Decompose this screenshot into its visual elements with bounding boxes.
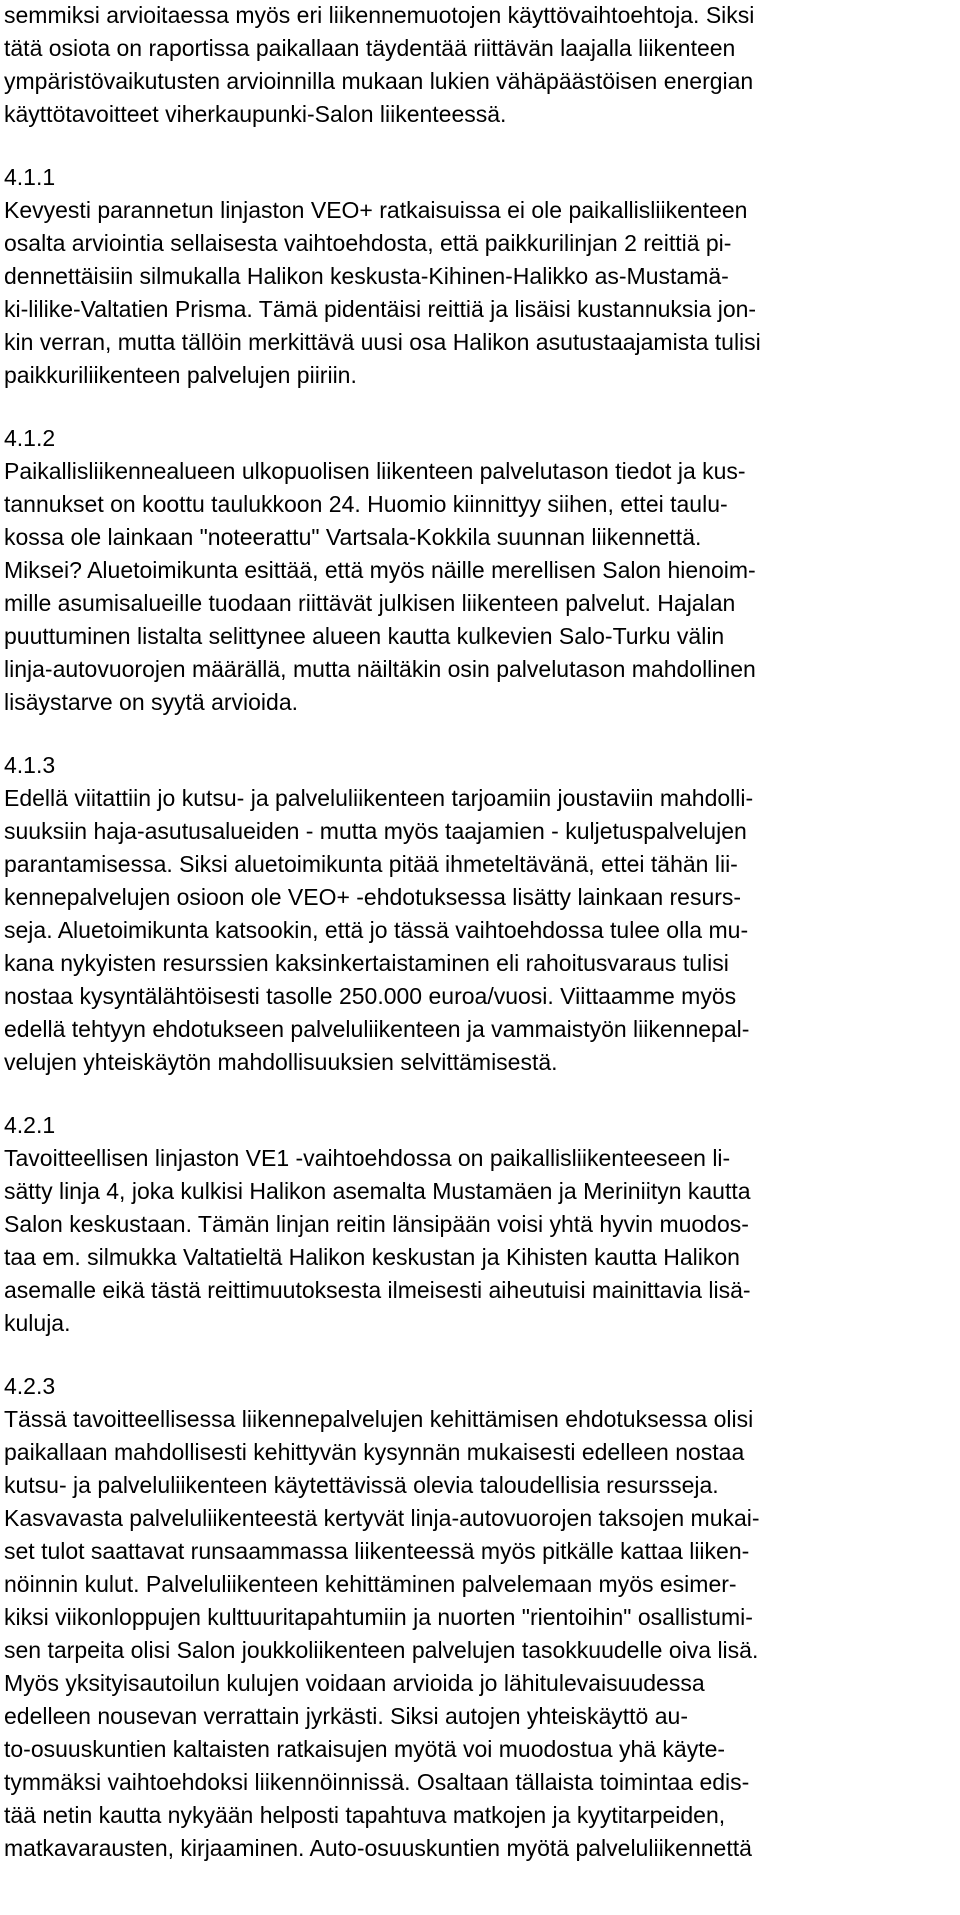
text-line: osalta arviointia sellaisesta vaihtoehdosta, että paikkurilinjan 2 reittiä pi-	[4, 230, 732, 256]
text-line: semmiksi arvioitaessa myös eri liikennemuotojen käyttövaihtoehtoja. Siksi	[4, 2, 755, 28]
text-line: tannukset on koottu taulukkoon 24. Huomio kiinnittyy siihen, ettei taulu-	[4, 491, 728, 517]
text-line: Myös yksityisautoilun kulujen voidaan arvioida jo lähitulevaisuudessa	[4, 1670, 705, 1696]
section-number: 4.1.1	[4, 164, 56, 190]
text-line: seja. Aluetoimikunta katsookin, että jo tässä vaihtoehdossa tulee olla mu-	[4, 917, 749, 943]
text-line: set tulot saattavat runsaammassa liikenteessä myös pitkälle kattaa liiken-	[4, 1538, 750, 1564]
text-line: linja-autovuorojen määrällä, mutta näiltäkin osin palvelutason mahdollinen	[4, 656, 756, 682]
text-line: ki-lilike-Valtatien Prisma. Tämä pidentäisi reittiä ja lisäisi kustannuksia jon-	[4, 296, 757, 322]
text-line: puuttuminen listalta selittynee alueen kautta kulkevien Salo-Turku välin	[4, 623, 725, 649]
text-line: Kasvavasta palveluliikenteestä kertyvät linja-autovuorojen taksojen mukai-	[4, 1505, 760, 1531]
text-line: tää netin kautta nykyään helposti tapahtuva matkojen ja kyytitarpeiden,	[4, 1802, 726, 1828]
text-line: paikallaan mahdollisesti kehittyvän kysynnän mukaisesti edelleen nostaa	[4, 1439, 745, 1465]
text-line: kutsu- ja palveluliikenteen käytettävissä olevia taloudellisia resursseja.	[4, 1472, 719, 1498]
text-line: kin verran, mutta tällöin merkittävä uusi osa Halikon asutustaajamista tulisi	[4, 329, 761, 355]
text-line: kuluja.	[4, 1310, 71, 1336]
text-line: Tässä tavoitteellisessa liikennepalvelujen kehittämisen ehdotuksessa olisi	[4, 1406, 754, 1432]
text-line: to-osuuskuntien kaltaisten ratkaisujen myötä voi muodostua yhä käyte-	[4, 1736, 726, 1762]
text-line: ympäristövaikutusten arvioinnilla mukaan lukien vähäpäästöisen energian	[4, 68, 754, 94]
text-line: mille asumisalueille tuodaan riittävät julkisen liikenteen palvelut. Hajalan	[4, 590, 736, 616]
text-line: Kevyesti parannetun linjaston VEO+ ratkaisuissa ei ole paikallisliikenteen	[4, 197, 748, 223]
text-line: kana nykyisten resurssien kaksinkertaistaminen eli rahoitusvaraus tulisi	[4, 950, 729, 976]
text-line: kossa ole lainkaan "noteerattu" Vartsala-Kokkila suunnan liikennettä.	[4, 524, 702, 550]
text-line: nöinnin kulut. Palveluliikenteen kehittäminen palvelemaan myös esimer-	[4, 1571, 737, 1597]
text-line: asemalle eikä tästä reittimuutoksesta ilmeisesti aiheutuisi mainittavia lisä-	[4, 1277, 751, 1303]
text-line: Miksei? Aluetoimikunta esittää, että myös näille merellisen Salon hienoim-	[4, 557, 756, 583]
text-line: sätty linja 4, joka kulkisi Halikon asemalta Mustamäen ja Meriniityn kautta	[4, 1178, 751, 1204]
text-line: nostaa kysyntälähtöisesti tasolle 250.000 euroa/vuosi. Viittaamme myös	[4, 983, 737, 1009]
text-line: edellä tehtyyn ehdotukseen palveluliikenteen ja vammaistyön liikennepal-	[4, 1016, 750, 1042]
text-line: käyttötavoitteet viherkaupunki-Salon liikenteessä.	[4, 101, 507, 127]
text-line: Tavoitteellisen linjaston VE1 -vaihtoehdossa on paikallisliikenteeseen li-	[4, 1145, 731, 1171]
text-line: tymmäksi vaihtoehdoksi liikennöinnissä. Osaltaan tällaista toimintaa edis-	[4, 1769, 750, 1795]
text-line: sen tarpeita olisi Salon joukkoliikenteen palvelujen tasokkuudelle oiva lisä.	[4, 1637, 759, 1663]
text-line: Salon keskustaan. Tämän linjan reitin länsipään voisi yhtä hyvin muodos-	[4, 1211, 749, 1237]
text-line: parantamisessa. Siksi aluetoimikunta pitää ihmeteltävänä, ettei tähän lii-	[4, 851, 738, 877]
text-line: Paikallisliikennealueen ulkopuolisen liikenteen palvelutason tiedot ja kus-	[4, 458, 746, 484]
text-line: paikkuriliikenteen palvelujen piiriin.	[4, 362, 357, 388]
text-line: kiksi viikonloppujen kulttuuritapahtumiin ja nuorten "rientoihin" osallistumi-	[4, 1604, 753, 1630]
text-line: velujen yhteiskäytön mahdollisuuksien selvittämisestä.	[4, 1049, 558, 1075]
text-line: tätä osiota on raportissa paikallaan täydentää riittävän laajalla liikenteen	[4, 35, 736, 61]
section-number: 4.1.3	[4, 752, 56, 778]
text-line: edelleen nousevan verrattain jyrkästi. Siksi autojen yhteiskäyttö au-	[4, 1703, 688, 1729]
text-line: taa em. silmukka Valtatieltä Halikon keskustan ja Kihisten kautta Halikon	[4, 1244, 740, 1270]
text-line: suuksiin haja-asutusalueiden - mutta myös taajamien - kuljetuspalvelujen	[4, 818, 747, 844]
text-line: dennettäisiin silmukalla Halikon keskusta-Kihinen-Halikko as-Mustamä-	[4, 263, 729, 289]
text-line: matkavarausten, kirjaaminen. Auto-osuuskuntien myötä palveluliikennettä	[4, 1835, 752, 1861]
text-line: lisäystarve on syytä arvioida.	[4, 689, 299, 715]
section-number: 4.1.2	[4, 425, 56, 451]
text-line: kennepalvelujen osioon ole VEO+ -ehdotuksessa lisätty lainkaan resurs-	[4, 884, 742, 910]
section-number: 4.2.3	[4, 1373, 56, 1399]
section-number: 4.2.1	[4, 1112, 56, 1138]
text-line: Edellä viitattiin jo kutsu- ja palveluliikenteen tarjoamiin joustaviin mahdolli-	[4, 785, 754, 811]
